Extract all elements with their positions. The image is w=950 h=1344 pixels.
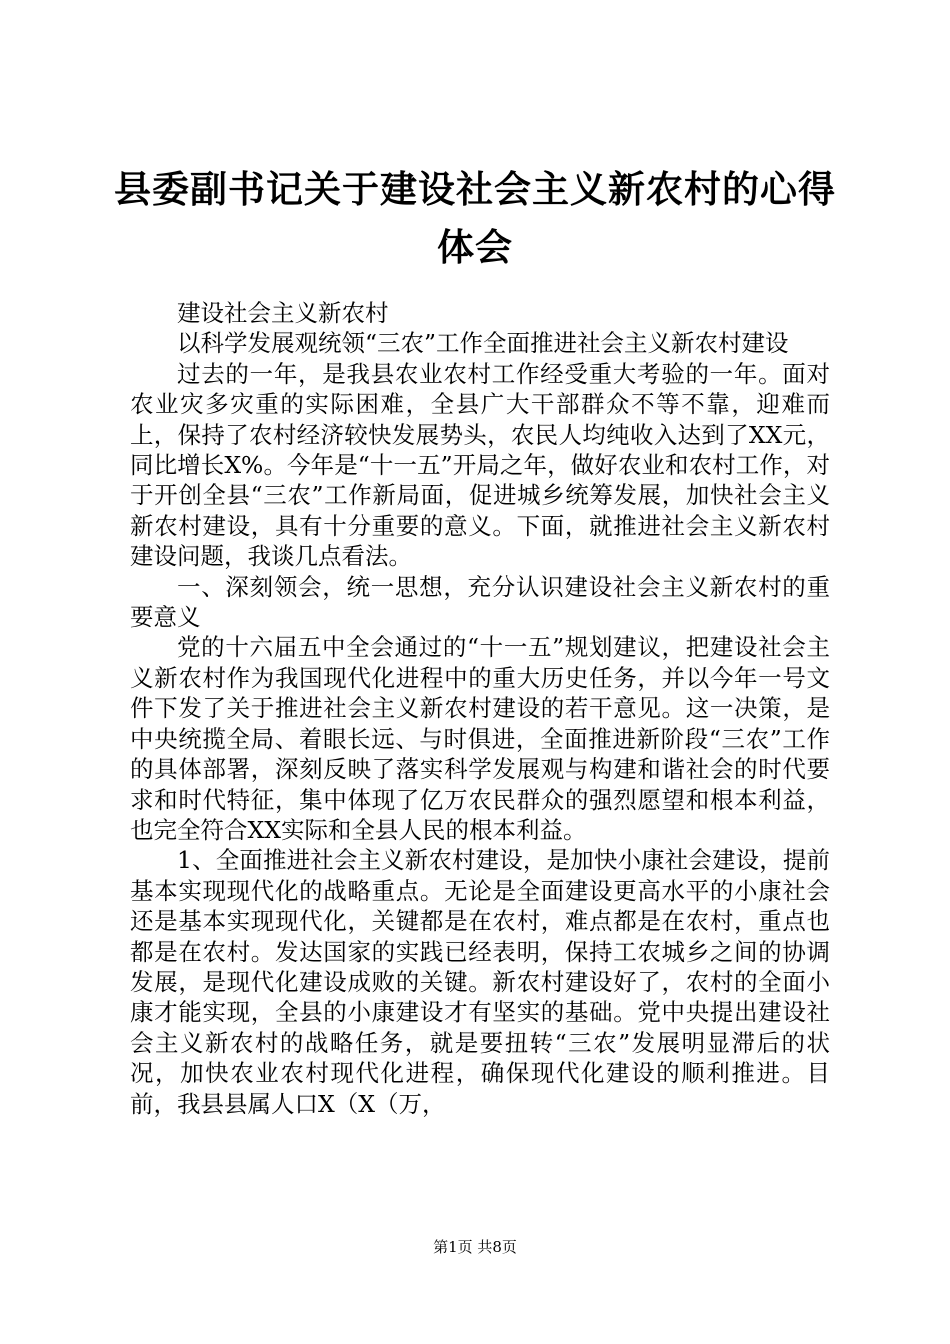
body-paragraph: 1、全面推进社会主义新农村建设，是加快小康社会建设，提前基本实现现代化的战略重点。无论是全面建设更高水平的小康社会还是基本实现现代化，关键都是在农村，难点都是在农村，重点也都是在农村。发达国家的实践已经表明，保持工农城乡之间的协调发展，是现代化建设成败的关键。新农村建设好了，农村的全面小康才能实现，全县的小康建设才有坚实的基础。党中央提出建设社会主义新农村的战略任务，就是要扭转“三农”发展明显滞后的状况，加快农业农村现代化进程，确保现代化建设的顺利推进。目前，我县县属人口X（X（万， — [130, 846, 830, 1118]
document-body — [130, 298, 830, 1119]
subtitle-paragraph: 以科学发展观统领“三农”工作全面推进社会主义新农村建设 — [177, 329, 789, 358]
section-heading: 建设社会主义新农村 — [177, 299, 389, 327]
section-heading: 一、深刻领会，统一思想，充分认识建设社会主义新农村的重要意义 — [130, 572, 830, 632]
body-paragraph: 过去的一年，是我县农业农村工作经受重大考验的一年。面对农业灾多灾重的实际困难，全县广大干部群众不等不靠，迎难而上，保持了农村经济较快发展势头，农民人均纯收入达到了XX元，同比增长X%。今年是“十一五”开局之年，做好农业和农村工作，对于开创全县“三农”工作新局面，促进城乡统筹发展，加快社会主义新农村建设，具有十分重要的意义。下面，就推进社会主义新农村建设问题，我谈几点看法。 — [130, 359, 830, 571]
page-footer: 第1页 共8页 — [433, 1238, 517, 1256]
body-paragraph: 党的十六届五中全会通过的“十一五”规划建议，把建设社会主义新农村作为我国现代化进程中的重大历史任务，并以今年一号文件下发了关于推进社会主义新农村建设的若干意见。这一决策，是中央统揽全局、着眼长远、与时俱进，全面推进新阶段“三农”工作的具体部署，深刻反映了落实科学发展观与构建和谐社会的时代要求和时代特征，集中体现了亿万农民群众的强烈愿望和根本利益，也完全符合XX实际和全县人民的根本利益。 — [130, 633, 830, 844]
document-title: 县委副书记关于建设社会主义新农村的心得体会 — [114, 167, 836, 269]
